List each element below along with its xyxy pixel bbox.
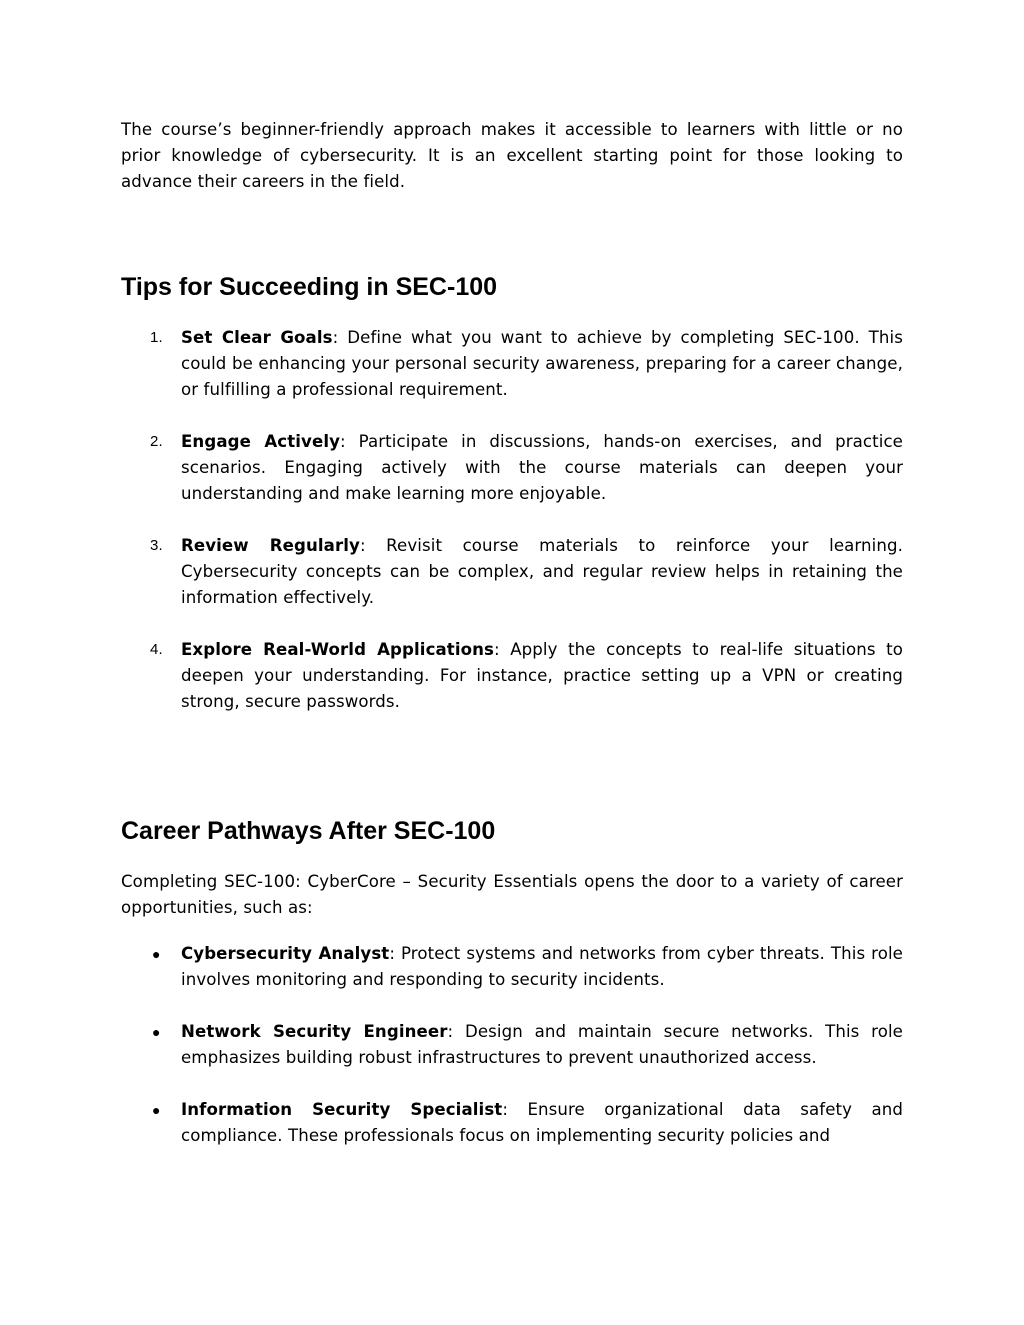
tip-text: : Apply the concepts to real-life situations to deepen your understanding. For instance, practice setting up a VPN or creating strong, secure passwords. (181, 640, 903, 711)
career-list (121, 941, 903, 1149)
list-number: 3. (150, 537, 163, 554)
bullet-icon: ● (152, 1024, 161, 1040)
tip-term: Review Regularly (181, 536, 360, 555)
career-term: Information Security Specialist (181, 1100, 503, 1119)
career-text: : Design and maintain secure networks. This role emphasizes building robust infrastructures to prevent unauthorized access. (181, 1022, 903, 1067)
career-item (121, 941, 903, 993)
bullet-icon: ● (152, 1102, 161, 1118)
tip-item (121, 533, 903, 611)
list-number: 4. (150, 641, 163, 658)
career-item (121, 1019, 903, 1071)
career-text: : Ensure organizational data safety and compliance. These professionals focus on implementing security policies and (181, 1100, 903, 1145)
tip-text: : Participate in discussions, hands-on exercises, and practice scenarios. Engaging actively with the course materials can deepen your understanding and make learning more enjoyable. (181, 432, 903, 503)
tip-item (121, 325, 903, 403)
career-text: : Protect systems and networks from cyber threats. This role involves monitoring and responding to security incidents. (181, 944, 903, 989)
bullet-icon: ● (152, 946, 161, 962)
career-intro-paragraph: Completing SEC-100: CyberCore – Security Essentials opens the door to a variety of career opportunities, such as: (121, 872, 903, 917)
career-term: Network Security Engineer (181, 1022, 448, 1041)
tip-term: Set Clear Goals (181, 328, 333, 347)
career-term: Cybersecurity Analyst (181, 944, 390, 963)
tip-text: : Revisit course materials to reinforce your learning. Cybersecurity concepts can be complex, and regular review helps in retaining the information effectively. (181, 536, 903, 607)
list-number: 2. (150, 433, 163, 450)
document-page (121, 117, 903, 1149)
tips-list (121, 325, 903, 715)
intro-paragraph: The course’s beginner-friendly approach makes it accessible to learners with little or no prior knowledge of cybersecurity. It is an excellent starting point for those looking to advance their careers in the field. (121, 120, 903, 191)
tip-term: Explore Real-World Applications (181, 640, 495, 659)
career-item (121, 1097, 903, 1149)
tip-item (121, 637, 903, 715)
tip-item (121, 429, 903, 507)
list-number: 1. (150, 329, 163, 346)
tip-text: : Define what you want to achieve by completing SEC-100. This could be enhancing your personal security awareness, preparing for a career change, or fulfilling a professional requirement. (181, 328, 903, 399)
tip-term: Engage Actively (181, 432, 341, 451)
tips-heading: Tips for Succeeding in SEC-100 (121, 273, 498, 301)
career-heading: Career Pathways After SEC-100 (121, 817, 496, 845)
